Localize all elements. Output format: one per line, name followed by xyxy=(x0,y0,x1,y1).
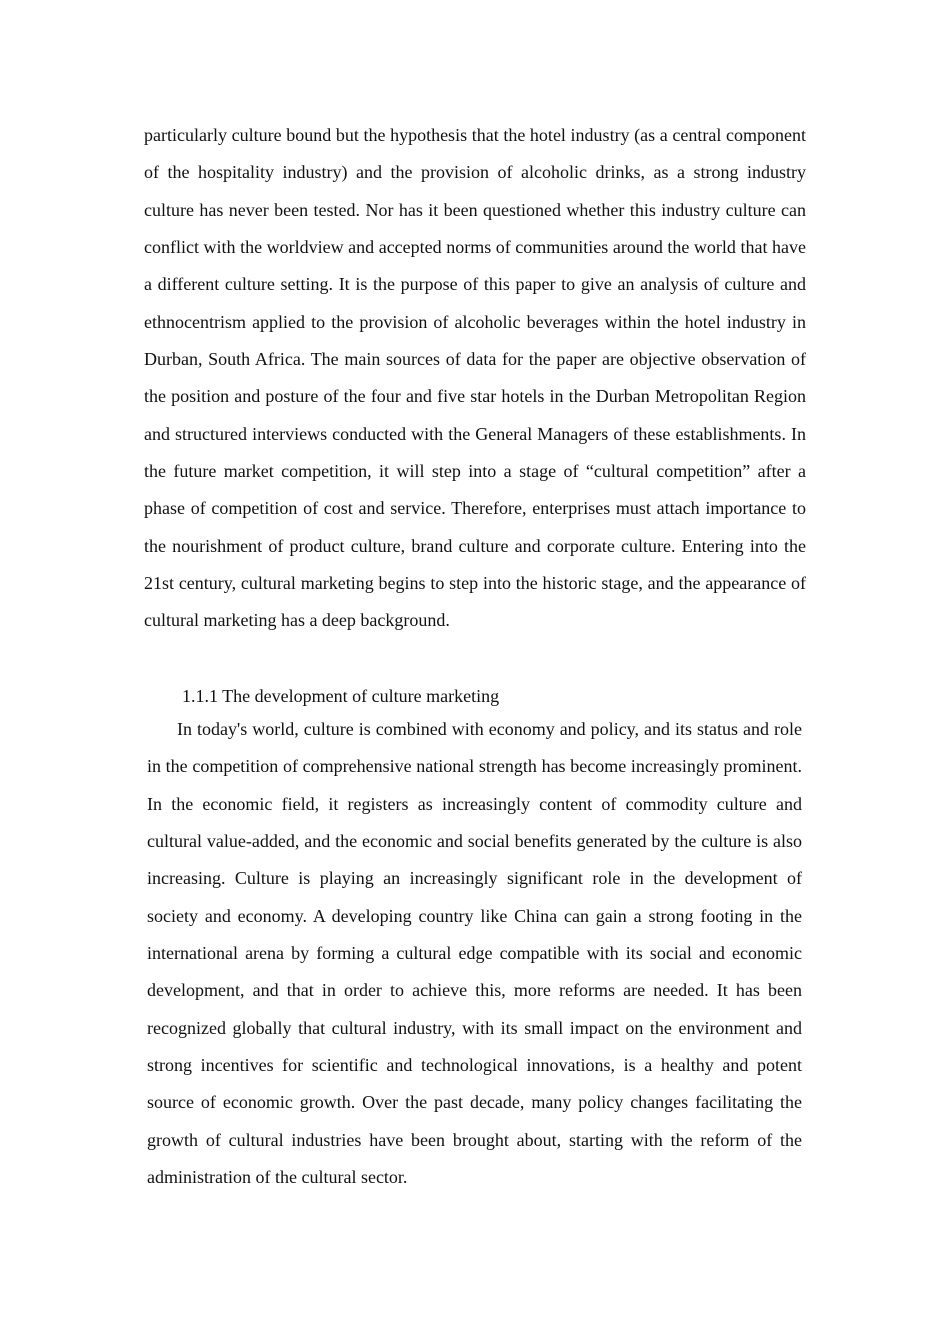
body-paragraph-2: In today's world, culture is combined with economy and policy, and its status and role in the competition of comprehensive national strength has become increasingly prominent. In the economic field, it registers as increasingly content of commodity culture and cultural value-added, and the economic and social benefits generated by the culture is also increasing. Culture is playing an increasingly significant role in the development of society and economy. A developing country like China can gain a strong footing in the international arena by forming a cultural edge compatible with its social and economic development, and that in order to achieve this, more reforms are needed. It has been recognized globally that cultural industry, with its small impact on the environment and strong incentives for scientific and technological innovations, is a healthy and potent source of economic growth. Over the past decade, many policy changes facilitating the growth of cultural industries have been brought about, starting with the reform of the administration of the cultural sector. xyxy=(147,719,802,1188)
section-heading: 1.1.1 The development of culture marketing xyxy=(182,686,500,706)
body-paragraph-1: particularly culture bound but the hypothesis that the hotel industry (as a central component of the hospitality industry) and the provision of alcoholic drinks, as a strong industry culture has never been tested. Nor has it been questioned whether this industry culture can conflict with the worldview and accepted norms of communities around the world that have a different culture setting. It is the purpose of this paper to give an analysis of culture and ethnocentrism applied to the provision of alcoholic beverages within the hotel industry in Durban, South Africa. The main sources of data for the paper are objective observation of the position and posture of the four and five star hotels in the Durban Metropolitan Region and structured interviews conducted with the General Managers of these establishments. In the future market competition, it will step into a stage of “cultural competition” after a phase of competition of cost and service. Therefore, enterprises must attach importance to the nourishment of product culture, brand culture and corporate culture. Entering into the 21st century, cultural marketing begins to step into the historic stage, and the appearance of cultural marketing has a deep background. xyxy=(144,125,806,631)
